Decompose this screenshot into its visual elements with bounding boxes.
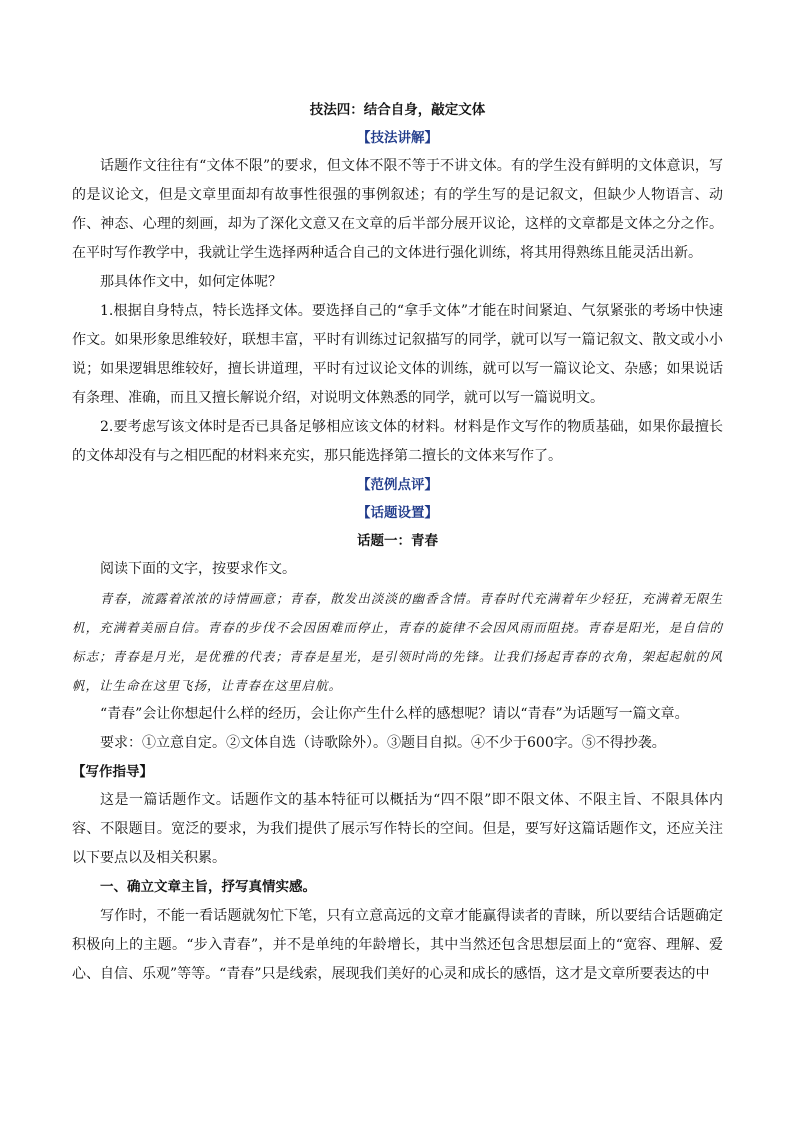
page-title: 技法四：结合自身，敲定文体 [309,102,486,118]
section-heading-examples: 【范例点评】 [357,477,438,493]
document-page [72,96,723,989]
topic-heading: 话题一：青春 [357,533,438,549]
paragraph-guide-1: 这是一篇话题作文。话题作文的基本特征可以概括为“四不限”即不限文体、不限主旨、不限具体内容、不限题目。宽泛的要求，为我们提供了展示写作特长的空间。但是，要写好这篇话题作文，还应关注以下要点以及相关积累。 [72,792,723,866]
topic-quote: 青春，流露着浓浓的诗情画意；青春，散发出淡淡的幽香含情。青春时代充满着年少轻狂，充满着无限生机，充满着美丽自信。青春的步伐不会因困难而停止，青春的旋律不会因风雨而阻挠。青春是阳光，是自信的标志；青春是月光，是优雅的代表；青春是星光，是引领时尚的先锋。让我们扬起青春的衣角，架起起航的风帆，让生命在这里飞扬，让青春在这里启航。 [72,591,723,693]
topic-prompt: “青春”会让你想起什么样的经历，会让你产生什么样的感想呢？请以“青春”为话题写一篇文章。 [100,706,689,722]
guide-point-1-heading: 一、确立文章主旨，抒写真情实感。 [100,879,316,895]
paragraph-method-1: 话题作文往往有“文体不限”的要求，但文体不限不等于不讲文体。有的学生没有鲜明的文体意识，写的是议论文，但是文章里面却有故事性很强的事例叙述；有的学生写的是记叙文，但缺少人物语言、动作、神态、心理的刻画，却为了深化文意又在文章的后半部分展开议论，这样的文章都是文体之分之作。在平时写作教学中，我就让学生选择两种适合自己的文体进行强化训练，将其用得熟练且能灵活出新。 [72,158,723,261]
guide-point-1-text: 写作时，不能一看话题就匆忙下笔，只有立意高远的文章才能赢得读者的青睐，所以要结合话题确定积极向上的主题。“步入青春”，并不是单纯的年龄增长，其中当然还包含思想层面上的“宽容、理解、爱心、自信、乐观”等等。“青春”只是线索，展现我们美好的心灵和成长的感悟，这才是文章所要表达的中 [72,908,723,982]
section-heading-writing-guide: 【写作指导】 [72,764,153,780]
topic-instruction: 阅读下面的文字，按要求作文。 [100,561,296,577]
paragraph-method-2: 那具体作文中，如何定体呢？ [100,274,282,290]
topic-requirements: 要求：①立意自定。②文体自选（诗歌除外）。③题目自拟。④不少于600字。⑤不得抄袭。 [100,735,666,751]
paragraph-method-3: 1.根据自身特点，特长选择文体。要选择自己的“拿手文体”才能在时间紧迫、气氛紧张的考场中快速作文。如果形象思维较好，联想丰富，平时有训练过记叙描写的同学，就可以写一篇记叙文、散文或小小说；如果逻辑思维较好，擅长讲道理，平时有过议论文体的训练，就可以写一篇议论文、杂感；如果说话有条理、准确，而且又擅长解说介绍，对说明文体熟悉的同学，就可以写一篇说明文。 [72,303,723,406]
paragraph-method-4: 2.要考虑写该文体时是否已具备足够相应该文体的材料。材料是作文写作的物质基础，如果你最擅长的文体却没有与之相匹配的材料来充实，那只能选择第二擅长的文体来写作了。 [72,419,723,464]
section-heading-method: 【技法讲解】 [357,130,438,146]
section-heading-topic-setting: 【话题设置】 [357,505,438,521]
